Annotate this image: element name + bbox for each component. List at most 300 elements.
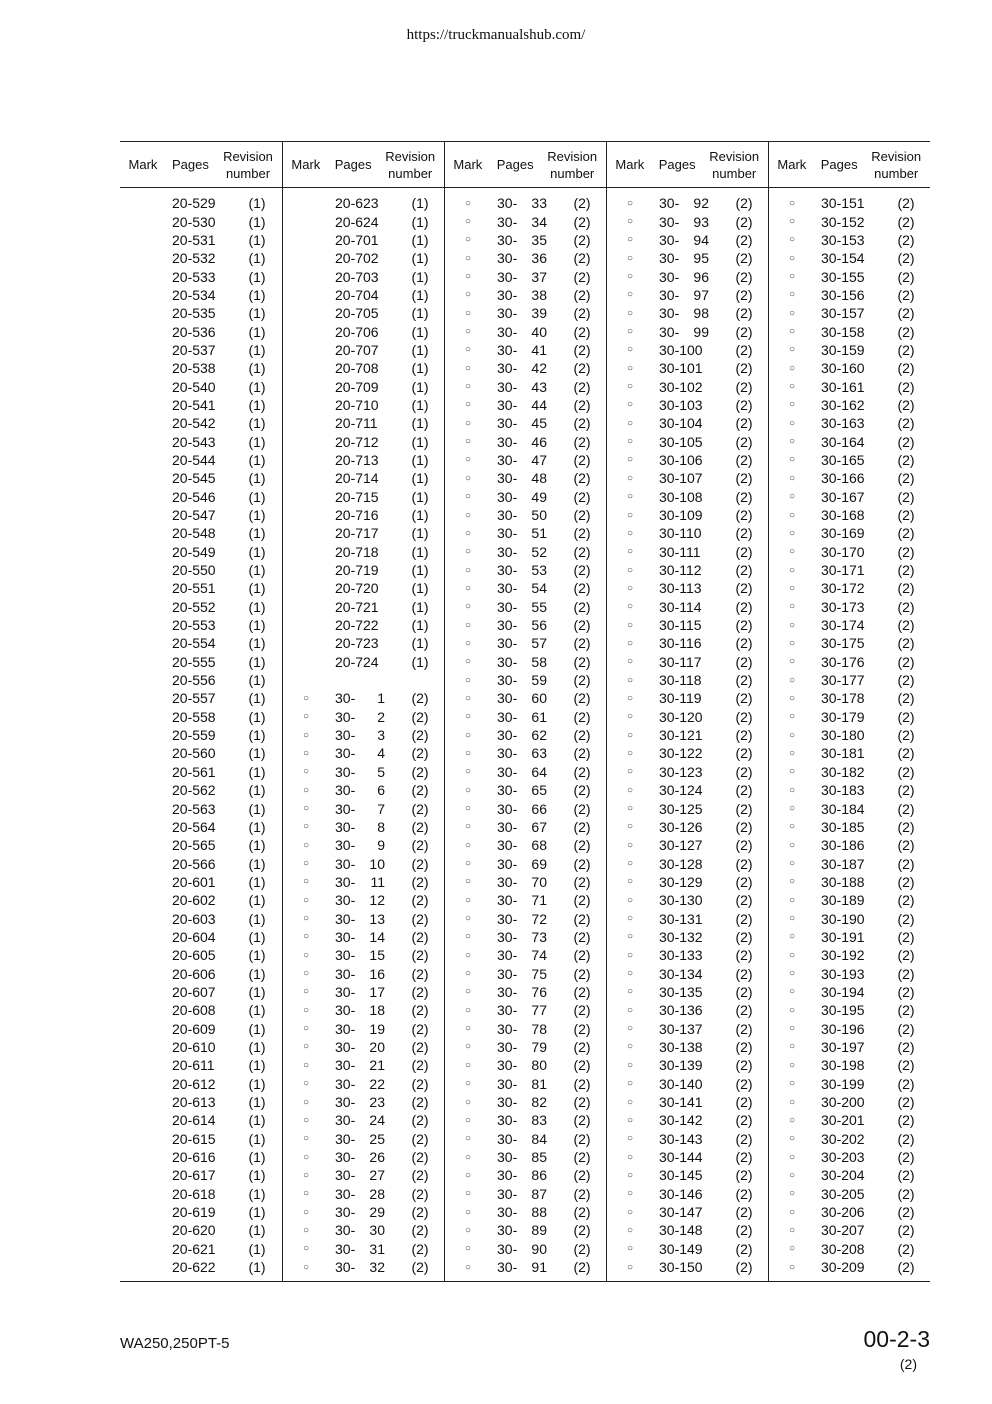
table-row	[283, 708, 445, 726]
revision-number-cell: (2)	[897, 782, 915, 799]
page-number-cell: 30-172	[821, 580, 865, 597]
table-row	[769, 964, 931, 982]
header-revision-line2: number	[874, 165, 919, 181]
page-number-cell: 20-564	[172, 818, 216, 835]
page-suffix: 32	[369, 1259, 385, 1276]
page-number-cell: 20-603	[172, 910, 216, 927]
revision-number-cell: (2)	[897, 451, 915, 468]
revision-mark-icon: ○	[464, 472, 472, 484]
table-row	[445, 1166, 607, 1184]
revision-number-cell: (1)	[248, 782, 266, 799]
page-number-cell: 20-723	[335, 635, 379, 652]
revision-number-cell: (1)	[248, 892, 266, 909]
revision-number-cell: (2)	[735, 983, 753, 1000]
page-number-cell: 20-701	[335, 231, 379, 248]
revision-number-cell: (2)	[897, 690, 915, 707]
page-number-cell: 30-205	[821, 1185, 865, 1202]
revision-number-cell: (2)	[573, 286, 591, 303]
revision-mark-icon: ○	[788, 692, 796, 704]
page-prefix: 30-	[497, 360, 518, 377]
page-number-cell: 30-178	[821, 690, 865, 707]
revision-number-cell: (2)	[897, 195, 915, 212]
page-number-cell: 30-116	[659, 635, 702, 652]
revision-number-cell: (2)	[411, 800, 429, 817]
page-suffix: 84	[531, 1130, 547, 1147]
table-row	[283, 873, 445, 891]
revision-number-cell: (2)	[897, 507, 915, 524]
page-suffix: 54	[531, 580, 547, 597]
table-row	[445, 928, 607, 946]
table-row	[283, 506, 445, 524]
revision-number-cell: (1)	[248, 617, 266, 634]
page-prefix: 30-	[497, 855, 518, 872]
page-prefix: 30-	[497, 873, 518, 890]
page-number-cell: 30-181	[821, 745, 865, 762]
page-suffix: 44	[531, 396, 547, 413]
page-number-cell: 30-159	[821, 341, 865, 358]
page-number-cell	[653, 214, 719, 230]
page-number-cell: 30-157	[821, 305, 865, 322]
page-number-cell: 30-183	[821, 782, 865, 799]
source-url: https://truckmanualshub.com/	[406, 27, 586, 43]
page-number-cell	[491, 452, 557, 468]
revision-number-cell: (2)	[897, 305, 915, 322]
revision-mark-icon: ○	[626, 766, 634, 778]
page-suffix: 47	[531, 451, 547, 468]
revision-mark-icon: ○	[626, 968, 634, 980]
page-number-cell: 30-115	[659, 617, 702, 634]
page-number-cell: 30-142	[659, 1112, 703, 1129]
revision-number-cell: (2)	[411, 965, 429, 982]
revision-mark-icon: ○	[464, 711, 472, 723]
revision-number-cell: (2)	[897, 562, 915, 579]
table-row	[445, 212, 607, 230]
page-number-cell: 20-555	[172, 653, 216, 670]
table-row	[283, 928, 445, 946]
page-number-cell	[491, 1149, 557, 1165]
page-suffix: 7	[377, 800, 385, 817]
page-suffix: 13	[369, 910, 385, 927]
page-suffix: 73	[531, 928, 547, 945]
page-suffix: 36	[531, 250, 547, 267]
table-row	[283, 1130, 445, 1148]
revision-mark-icon: ○	[788, 454, 796, 466]
revision-number-cell: (2)	[897, 378, 915, 395]
revision-mark-icon: ○	[626, 1243, 634, 1255]
page-prefix: 30-	[497, 1075, 518, 1092]
page-prefix: 30-	[497, 598, 518, 615]
page-suffix: 65	[531, 782, 547, 799]
revision-mark-icon: ○	[626, 234, 634, 246]
page-prefix: 30-	[497, 1094, 518, 1111]
table-row	[445, 322, 607, 340]
page-suffix: 41	[531, 341, 547, 358]
revision-mark-icon: ○	[626, 839, 634, 851]
page-number-cell	[491, 195, 557, 211]
page-prefix: 30-	[497, 1204, 518, 1221]
revision-number-cell: (2)	[573, 727, 591, 744]
revision-mark-icon: ○	[464, 858, 472, 870]
revision-mark-icon: ○	[302, 876, 310, 888]
page-number-cell	[653, 287, 719, 303]
page-number-cell: 30-184	[821, 800, 865, 817]
page-number-cell: 30-186	[821, 837, 865, 854]
revision-number-cell: (2)	[573, 451, 591, 468]
revision-number-cell: (1)	[248, 1149, 266, 1166]
page-number-cell	[329, 856, 395, 872]
table-row	[283, 451, 445, 469]
table-row	[120, 598, 282, 616]
page-number-cell: 30-174	[821, 617, 865, 634]
page-number-cell: 30-185	[821, 818, 865, 835]
revision-mark-icon: ○	[626, 1151, 634, 1163]
revision-mark-icon: ○	[626, 417, 634, 429]
table-row	[769, 524, 931, 542]
table-row	[607, 1240, 769, 1258]
page-prefix: 30-	[335, 1240, 356, 1257]
table-row	[607, 469, 769, 487]
table-row	[769, 1185, 931, 1203]
table-row	[120, 212, 282, 230]
revision-number-cell: (1)	[248, 1112, 266, 1129]
revision-mark-icon: ○	[626, 1261, 634, 1273]
revision-mark-icon: ○	[626, 436, 634, 448]
page-number-cell: 30-119	[659, 690, 702, 707]
table-row	[769, 414, 931, 432]
revision-mark-icon: ○	[788, 436, 796, 448]
page-number-cell: 20-531	[172, 231, 216, 248]
revision-mark-icon: ○	[788, 711, 796, 723]
page-prefix: 30-	[335, 1094, 356, 1111]
page-number-cell: 20-530	[172, 213, 216, 230]
table-row	[120, 763, 282, 781]
header-pages: Pages	[496, 157, 534, 172]
table-row	[120, 671, 282, 689]
revision-number-cell: (2)	[735, 543, 753, 560]
page-number-cell	[491, 562, 557, 578]
table-row	[283, 1258, 445, 1276]
table-row	[607, 1148, 769, 1166]
table-row	[283, 964, 445, 982]
revision-mark-icon: ○	[302, 729, 310, 741]
revision-mark-icon: ○	[788, 986, 796, 998]
table-row	[769, 598, 931, 616]
header-mark: Mark	[291, 157, 321, 172]
page-number-cell	[491, 1131, 557, 1147]
table-row	[283, 194, 445, 212]
revision-mark-icon: ○	[788, 1243, 796, 1255]
table-row	[120, 836, 282, 854]
table-row	[120, 689, 282, 707]
page-number-cell: 30-105	[659, 433, 703, 450]
table-row	[445, 708, 607, 726]
table-row	[769, 561, 931, 579]
revision-number-cell: (2)	[573, 415, 591, 432]
table-row	[607, 1203, 769, 1221]
page-number-cell: 30-124	[659, 782, 703, 799]
revision-mark-icon: ○	[788, 399, 796, 411]
revision-mark-icon: ○	[464, 216, 472, 228]
page-number-cell: 20-549	[172, 543, 216, 560]
table-row	[607, 543, 769, 561]
page-number-cell: 30-190	[821, 910, 865, 927]
table-row	[607, 377, 769, 395]
page-number-cell: 20-537	[172, 341, 216, 358]
revision-number-cell: (2)	[897, 1149, 915, 1166]
table-row	[283, 598, 445, 616]
page-number-cell: 20-624	[335, 213, 379, 230]
page-prefix: 30-	[335, 1222, 356, 1239]
table-row	[283, 359, 445, 377]
page-number-cell	[329, 1131, 395, 1147]
revision-mark-icon: ○	[626, 454, 634, 466]
table-row	[769, 231, 931, 249]
revision-mark-icon: ○	[788, 747, 796, 759]
page-suffix: 8	[377, 818, 385, 835]
revision-mark-icon: ○	[788, 784, 796, 796]
table-row	[445, 1038, 607, 1056]
revision-number-cell: (2)	[735, 1149, 753, 1166]
revision-number-cell: (2)	[735, 708, 753, 725]
table-row	[445, 726, 607, 744]
table-row	[769, 1148, 931, 1166]
page-prefix: 30-	[497, 195, 518, 212]
page-number-cell: 30-203	[821, 1149, 865, 1166]
page-number-cell	[491, 1241, 557, 1257]
revision-number-cell: (1)	[248, 855, 266, 872]
revision-mark-icon: ○	[788, 949, 796, 961]
page-number-cell	[329, 1112, 395, 1128]
revision-number-cell: (1)	[248, 818, 266, 835]
page-number-cell: 30-135	[659, 983, 703, 1000]
table-row	[283, 1148, 445, 1166]
revision-number-cell: (2)	[573, 341, 591, 358]
table-row	[120, 799, 282, 817]
revision-mark-icon: ○	[302, 913, 310, 925]
revision-number-cell: (2)	[573, 947, 591, 964]
page-number-cell: 30-155	[821, 268, 865, 285]
table-row	[607, 763, 769, 781]
page-number-cell	[329, 709, 395, 725]
page-number-cell: 30-192	[821, 947, 865, 964]
revision-number-cell: (2)	[897, 818, 915, 835]
page-suffix: 4	[377, 745, 385, 762]
table-row	[445, 946, 607, 964]
page-number-cell	[329, 966, 395, 982]
page-number-cell	[491, 544, 557, 560]
column-group	[768, 142, 930, 1281]
table-row	[283, 304, 445, 322]
table-row	[283, 212, 445, 230]
revision-mark-icon: ○	[626, 582, 634, 594]
revision-mark-icon: ○	[788, 197, 796, 209]
revision-number-cell: (2)	[735, 1038, 753, 1055]
table-row	[607, 653, 769, 671]
table-row	[283, 1001, 445, 1019]
header-revision-line1: Revision	[709, 148, 760, 164]
page-number-cell: 20-622	[172, 1259, 216, 1276]
revision-mark-icon: ○	[788, 1169, 796, 1181]
table-row	[120, 1258, 282, 1276]
page-number-cell	[491, 801, 557, 817]
revision-mark-icon: ○	[302, 1133, 310, 1145]
table-row	[607, 414, 769, 432]
revision-mark-icon: ○	[464, 1133, 472, 1145]
table-row	[445, 1185, 607, 1203]
revision-number-cell: (2)	[411, 873, 429, 890]
page-prefix: 30-	[497, 470, 518, 487]
revision-number-cell: (2)	[897, 672, 915, 689]
page-number-cell: 30-165	[821, 451, 865, 468]
table-row	[120, 1075, 282, 1093]
revision-mark-icon: ○	[788, 931, 796, 943]
page-number-cell	[329, 1241, 395, 1257]
page-prefix: 30-	[497, 250, 518, 267]
table-row	[445, 561, 607, 579]
revision-number-cell: (1)	[411, 195, 429, 212]
page-number-cell	[491, 1021, 557, 1037]
page-prefix: 30-	[659, 305, 680, 322]
page-number-cell: 30-189	[821, 892, 865, 909]
page-number-cell: 30-173	[821, 598, 865, 615]
revision-mark-icon: ○	[302, 986, 310, 998]
page-prefix: 30-	[497, 1057, 518, 1074]
revision-mark-icon: ○	[464, 1059, 472, 1071]
table-row	[283, 1075, 445, 1093]
page-prefix: 30-	[497, 800, 518, 817]
table-row	[120, 304, 282, 322]
page-number-cell	[491, 525, 557, 541]
revision-mark-icon: ○	[464, 234, 472, 246]
page-prefix: 30-	[335, 1149, 356, 1166]
revision-number-cell: (2)	[735, 415, 753, 432]
page-number-cell	[653, 195, 719, 211]
page-number-cell: 20-704	[335, 286, 379, 303]
page-suffix: 12	[369, 892, 385, 909]
page-number-cell: 30-161	[821, 378, 865, 395]
revision-number-cell: (2)	[897, 727, 915, 744]
page-number-cell	[491, 984, 557, 1000]
page-prefix: 30-	[497, 525, 518, 542]
page-number-cell: 20-548	[172, 525, 216, 542]
revision-mark-icon: ○	[626, 289, 634, 301]
revision-number-cell: (2)	[573, 928, 591, 945]
table-row	[445, 304, 607, 322]
revision-number-cell: (2)	[897, 1240, 915, 1257]
page-prefix: 30-	[335, 782, 356, 799]
header-revision-line2: number	[550, 165, 595, 181]
revision-number-cell: (2)	[573, 892, 591, 909]
revision-number-cell: (1)	[248, 708, 266, 725]
revision-mark-icon: ○	[464, 564, 472, 576]
revision-mark-icon: ○	[626, 674, 634, 686]
revision-number-cell: (2)	[735, 672, 753, 689]
header-revision-line1: Revision	[547, 148, 598, 164]
page-number-cell: 20-560	[172, 745, 216, 762]
table-row	[120, 249, 282, 267]
page-number-cell: 30-194	[821, 983, 865, 1000]
revision-mark-icon: ○	[626, 509, 634, 521]
table-row	[283, 1056, 445, 1074]
revision-number-cell: (2)	[411, 1112, 429, 1129]
page-number-cell	[491, 379, 557, 395]
revision-mark-icon: ○	[302, 968, 310, 980]
revision-number-cell: (1)	[248, 1002, 266, 1019]
page-number-cell: 20-708	[335, 360, 379, 377]
revision-mark-icon: ○	[464, 1078, 472, 1090]
revision-number-cell: (2)	[573, 782, 591, 799]
revision-mark-icon: ○	[788, 307, 796, 319]
page-prefix: 30-	[335, 1002, 356, 1019]
table-header	[769, 142, 930, 188]
page-suffix: 91	[531, 1259, 547, 1276]
revision-mark-icon: ○	[302, 931, 310, 943]
table-row	[445, 873, 607, 891]
page-number-cell	[329, 1222, 395, 1238]
page-number-cell: 20-614	[172, 1112, 216, 1129]
page-suffix: 2	[377, 708, 385, 725]
page-number-cell	[329, 1002, 395, 1018]
page-number-cell: 20-566	[172, 855, 216, 872]
page-suffix: 88	[531, 1204, 547, 1221]
page-number-cell	[329, 764, 395, 780]
revision-number-cell: (2)	[735, 305, 753, 322]
page-prefix: 30-	[497, 1038, 518, 1055]
table-row	[769, 212, 931, 230]
page-prefix: 30-	[497, 1185, 518, 1202]
table-row	[283, 726, 445, 744]
revision-mark-icon: ○	[626, 197, 634, 209]
table-row	[283, 781, 445, 799]
revision-mark-icon: ○	[626, 692, 634, 704]
page-number-cell: 20-608	[172, 1002, 216, 1019]
revision-number-cell: (2)	[897, 1185, 915, 1202]
revision-mark-icon: ○	[788, 564, 796, 576]
page-number-cell	[329, 1057, 395, 1073]
revision-mark-icon: ○	[464, 1243, 472, 1255]
page-prefix: 30-	[335, 1130, 356, 1147]
page-number-cell: 30-137	[659, 1020, 703, 1037]
revision-mark-icon: ○	[302, 1261, 310, 1273]
revision-mark-icon: ○	[626, 729, 634, 741]
table-row	[607, 194, 769, 212]
table-row	[769, 891, 931, 909]
page-suffix: 57	[531, 635, 547, 652]
page-prefix: 30-	[497, 965, 518, 982]
revision-number-cell: (1)	[411, 341, 429, 358]
revision-mark-icon: ○	[788, 417, 796, 429]
page-suffix: 97	[693, 286, 709, 303]
revision-number-cell: (1)	[248, 195, 266, 212]
page-number-cell: 30-202	[821, 1130, 865, 1147]
revision-mark-icon: ○	[626, 711, 634, 723]
revision-mark-icon: ○	[788, 1114, 796, 1126]
revision-number-cell: (2)	[573, 672, 591, 689]
revision-mark-icon: ○	[626, 1133, 634, 1145]
table-row	[445, 231, 607, 249]
table-row	[769, 873, 931, 891]
table-row	[607, 341, 769, 359]
revision-number-cell: (2)	[411, 690, 429, 707]
revision-number-cell: (2)	[897, 525, 915, 542]
revision-mark-icon: ○	[464, 1096, 472, 1108]
page-suffix: 87	[531, 1185, 547, 1202]
table-row	[445, 964, 607, 982]
revision-number-cell: (2)	[411, 1167, 429, 1184]
table-row	[607, 854, 769, 872]
revision-mark-icon: ○	[464, 381, 472, 393]
revision-mark-icon: ○	[302, 1243, 310, 1255]
